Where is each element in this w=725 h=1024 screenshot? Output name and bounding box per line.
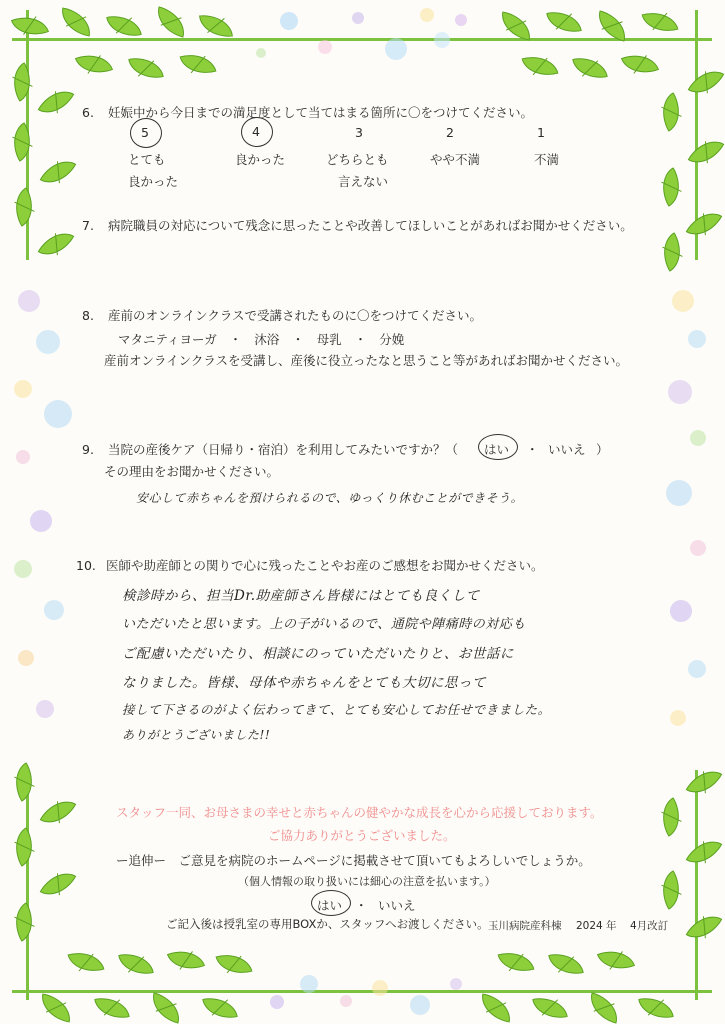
leaf-decoration <box>653 167 690 207</box>
leaf-decoration <box>40 152 77 192</box>
decorative-dot <box>434 32 450 48</box>
q9-handwritten-answer: 安心して赤ちゃんを預けられるので、ゆっくり休むことができそう。 <box>136 491 524 505</box>
leaf-decoration <box>6 187 43 227</box>
publish-no-option: いいえ <box>378 898 416 913</box>
decorative-dot <box>372 980 388 996</box>
leaf-decoration <box>38 993 74 1022</box>
leaf-decoration <box>67 946 104 977</box>
leaf-decoration <box>152 6 189 37</box>
leaf-decoration <box>6 762 43 802</box>
decorative-dot <box>16 450 30 464</box>
leaf-decoration <box>58 7 94 36</box>
question-10 <box>76 556 544 574</box>
leaf-decoration <box>653 870 690 910</box>
q10-answer-line: いただいたと思います。上の子がいるので、通院や陣痛時の対応も <box>122 617 526 632</box>
frame-bottom-line <box>12 990 712 993</box>
scale-5-number: 5 <box>141 125 149 140</box>
leaf-decoration <box>199 13 233 40</box>
leaf-decoration <box>40 792 77 832</box>
thanks-message: ご協力ありがとうございました。 <box>268 828 456 843</box>
question-9 <box>82 440 458 458</box>
publish-yes-option: はい <box>317 898 343 913</box>
publish-dot: ・ <box>355 898 368 913</box>
leaf-decoration <box>688 62 725 102</box>
leaf-decoration <box>128 53 164 82</box>
revision-year: 2024 年 <box>576 920 617 932</box>
question-number: 6. <box>82 105 94 120</box>
question-text: 当院の産後ケア（日帰り・宿泊）を利用してみたいですか？（ <box>108 442 459 457</box>
leaf-decoration <box>641 6 678 37</box>
leaf-decoration <box>532 993 568 1022</box>
decorative-dot <box>690 540 706 556</box>
decorative-dot <box>670 600 692 622</box>
revision-month: 4月改訂 <box>630 920 669 932</box>
leaf-decoration <box>688 132 725 172</box>
scale-3-number: 3 <box>355 125 363 140</box>
decorative-dot <box>44 600 64 620</box>
leaf-decoration <box>686 832 723 872</box>
leaf-decoration <box>106 11 142 40</box>
decorative-dot <box>385 38 407 60</box>
leaf-decoration <box>167 943 205 976</box>
leaf-decoration <box>40 864 77 904</box>
leaf-decoration <box>585 992 622 1023</box>
decorative-dot <box>270 995 284 1009</box>
question-7 <box>82 216 633 234</box>
leaf-decoration <box>638 993 674 1022</box>
decorative-dot <box>666 480 692 506</box>
scale-4-number: 4 <box>252 124 260 139</box>
question-text: 病院職員の対応について残念に思ったことや改善してほしいことがあればお聞かせください。 <box>108 218 633 233</box>
scale-4-label: 良かった <box>235 152 286 167</box>
question-number: 8. <box>82 308 94 323</box>
question-number: 9. <box>82 442 94 457</box>
decorative-dot <box>688 330 706 348</box>
decorative-dot <box>18 290 40 312</box>
scale-5-label: とても <box>128 152 166 167</box>
leaf-decoration <box>478 993 514 1022</box>
leaf-decoration <box>215 948 252 979</box>
decorative-dot <box>36 330 60 354</box>
decorative-dot <box>44 400 72 428</box>
question-8 <box>82 306 482 324</box>
scale-3-label-2: 言えない <box>338 174 389 189</box>
leaf-decoration <box>654 232 691 272</box>
leaf-decoration <box>147 992 184 1023</box>
leaf-decoration <box>653 797 690 837</box>
q10-answer-line: ご配慮いただいたり、相談にのっていただいたりと、お世話に <box>122 646 514 662</box>
scale-1-label: 不満 <box>534 152 560 167</box>
leaf-decoration <box>4 122 41 162</box>
decorative-dot <box>18 650 34 666</box>
scale-3-label: どちらとも <box>326 152 389 167</box>
reason-prompt: その理由をお聞かせください。 <box>104 464 280 479</box>
decorative-dot <box>420 8 434 22</box>
leaf-decoration <box>94 993 130 1022</box>
leaf-decoration <box>202 993 238 1022</box>
q10-answer-line: ありがとうございました!! <box>122 728 271 742</box>
frame-left-bottom-line <box>26 770 29 1000</box>
postnatal-dot: ・ <box>526 442 539 457</box>
postnatal-close-paren: ） <box>596 442 609 457</box>
decorative-dot <box>256 48 266 58</box>
addendum-question: ー追伸ー ご意見を病院のホームページに掲載させて頂いてもよろしいでしょうか。 <box>116 853 591 868</box>
decorative-dot <box>688 660 706 678</box>
leaf-decoration <box>497 946 534 977</box>
scale-1-number: 1 <box>537 125 545 140</box>
decorative-dot <box>672 290 694 312</box>
staff-message: スタッフ一同、お母さまの幸せと赤ちゃんの健やかな成長を心から応援しております。 <box>116 805 603 820</box>
q10-answer-line: なりました。皆様、母体や赤ちゃんをとても大切に思って <box>122 675 486 691</box>
leaf-decoration <box>546 7 582 36</box>
decorative-dot <box>14 380 32 398</box>
leaf-decoration <box>686 204 723 244</box>
leaf-decoration <box>4 62 41 102</box>
decorative-dot <box>36 700 54 718</box>
postnatal-no-option: いいえ <box>548 442 586 457</box>
leaf-decoration <box>75 47 113 80</box>
online-class-followup: 産前オンラインクラスを受講し、産後に役立ったなと思うこと等があればお聞かせください。 <box>104 353 629 368</box>
leaf-decoration <box>38 82 75 122</box>
decorative-dot <box>280 12 298 30</box>
question-number: 10. <box>76 558 96 573</box>
leaf-decoration <box>38 224 75 264</box>
leaf-decoration <box>653 92 690 132</box>
decorative-dot <box>450 978 462 990</box>
decorative-dot <box>690 430 706 446</box>
leaf-decoration <box>6 902 43 942</box>
leaf-decoration <box>621 47 659 80</box>
decorative-dot <box>30 510 52 532</box>
leaf-decoration <box>521 50 558 81</box>
hospital-name: 玉川病院産科棟 <box>488 920 562 932</box>
submission-instruction: ご記入後は授乳室の専用BOXか、スタッフへお渡しください。 <box>166 917 489 931</box>
leaf-decoration <box>6 827 43 867</box>
question-number: 7. <box>82 218 94 233</box>
online-class-options: マタニティヨーガ ・ 沐浴 ・ 母乳 ・ 分娩 <box>118 332 405 347</box>
decorative-dot <box>455 14 467 26</box>
q10-answer-line: 接して下さるのがよく伝わってきて、とても安心してお任せできました。 <box>122 702 551 717</box>
leaf-decoration <box>597 943 635 976</box>
frame-top-line <box>12 38 712 41</box>
q10-answer-line: 検診時から、担当Dr.助産師さん皆様にはとても良くして <box>122 588 480 604</box>
privacy-note: （個人情報の取り扱いには細心の注意を払います。） <box>238 875 496 888</box>
decorative-dot <box>14 560 32 578</box>
question-text: 医師や助産師との関りで心に残ったことやお産のご感想をお聞かせください。 <box>106 558 544 573</box>
leaf-decoration <box>498 11 534 40</box>
leaf-decoration <box>179 48 216 79</box>
question-text: 妊娠中から今日までの満足度として当てはまる箇所に〇をつけてください。 <box>108 105 534 120</box>
leaf-decoration <box>686 762 723 802</box>
decorative-dot <box>352 12 364 24</box>
leaf-decoration <box>686 907 723 947</box>
scale-2-number: 2 <box>446 125 454 140</box>
decorative-dot <box>670 710 686 726</box>
postnatal-yes-option: はい <box>484 442 510 457</box>
question-text: 産前のオンラインクラスで受講されたものに〇をつけてください。 <box>108 308 483 323</box>
leaf-decoration <box>572 53 608 82</box>
decorative-dot <box>668 380 692 404</box>
leaf-decoration <box>548 949 584 978</box>
frame-right-bottom-line <box>695 770 698 1000</box>
decorative-dot <box>340 995 352 1007</box>
decorative-dot <box>410 995 430 1015</box>
leaf-decoration <box>118 949 154 978</box>
scale-2-label: やや不満 <box>430 152 481 167</box>
scale-5-label-2: 良かった <box>128 174 179 189</box>
decorative-dot <box>300 975 318 993</box>
decorative-dot <box>318 40 332 54</box>
leaf-decoration <box>593 10 630 41</box>
